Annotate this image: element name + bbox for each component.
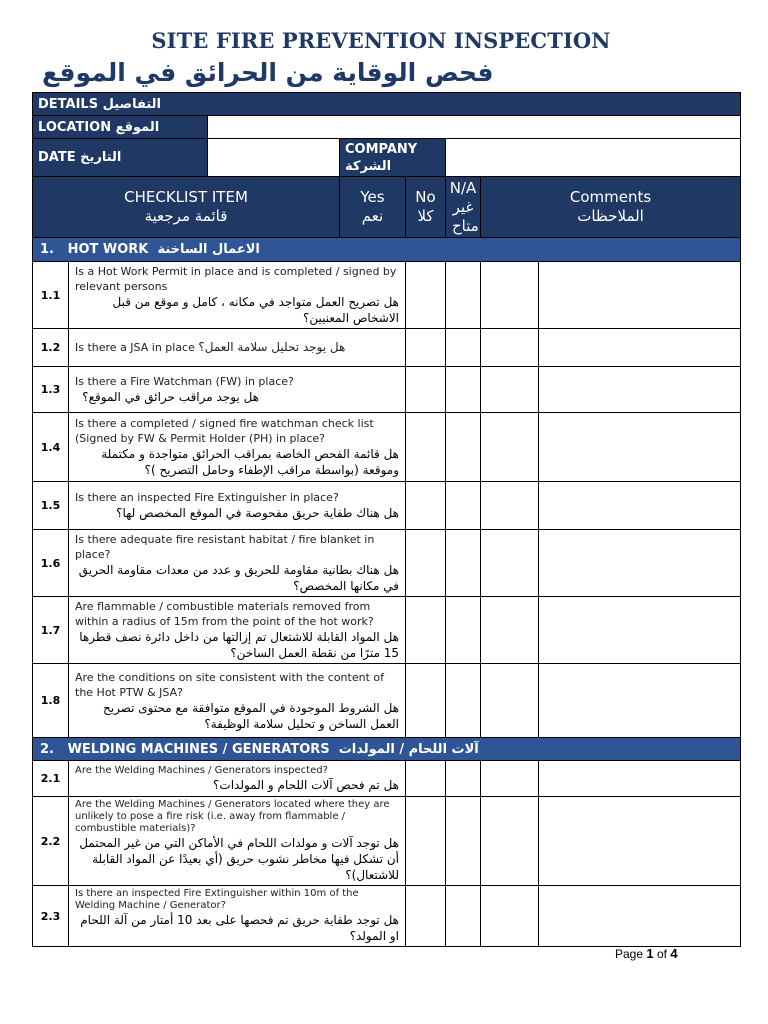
yes-cell[interactable]	[406, 761, 446, 797]
table-row	[33, 367, 741, 413]
table-row	[33, 664, 741, 738]
table-row	[33, 761, 741, 797]
item-text-en: Is there a completed / signed fire watchman check list (Signed by FW & Permit Holder (PH) in place?	[75, 417, 374, 445]
na-cell[interactable]	[481, 482, 539, 530]
no-cell[interactable]	[446, 761, 481, 797]
section-header-row	[33, 738, 741, 761]
no-header-ar: كلا	[417, 207, 434, 225]
no-cell[interactable]	[446, 482, 481, 530]
item-question	[69, 761, 406, 797]
of-word: of	[656, 947, 667, 961]
item-question	[69, 329, 406, 367]
na-cell[interactable]	[481, 797, 539, 886]
page-number	[615, 946, 678, 961]
no-cell[interactable]	[446, 664, 481, 738]
company-label	[340, 139, 446, 177]
no-header	[406, 177, 446, 238]
item-text-ar: هل توجد طفاية حريق تم فحصها على بعد 10 أمتار من آلة اللحام او المولد؟	[80, 913, 399, 943]
comments-cell[interactable]	[539, 367, 741, 413]
comments-cell[interactable]	[539, 597, 741, 664]
checklist-item-header-ar: قائمة مرجعية	[144, 207, 228, 225]
location-row	[33, 116, 741, 139]
comments-cell[interactable]	[539, 482, 741, 530]
no-cell[interactable]	[446, 597, 481, 664]
item-number: 2.3	[33, 886, 69, 947]
item-number: 1.2	[33, 329, 69, 367]
no-cell[interactable]	[446, 530, 481, 597]
checklist-item-header-en: CHECKLIST ITEM	[124, 188, 248, 206]
item-text-ar: هل الشروط الموجودة في الموقع متوافقة مع محتوى تصريح العمل الساخن و تحليل سلامة الوظيفة؟	[103, 700, 399, 731]
item-text-ar: هل توجد آلات و مولدات اللحام في الأماكن التي من غير المحتمل أن تشكل فيها مخاطر نشوب حريق (أي بعيدًا عن المواد القابلة للاشتعال)؟	[79, 836, 399, 882]
table-row	[33, 797, 741, 886]
details-header: DETAILS التفاصيل	[33, 93, 741, 116]
table-row	[33, 886, 741, 947]
item-text-en: Are the Welding Machines / Generators located where they are unlikely to pose a fire risk (i.e. away from flammable / combustible materials)?	[75, 799, 390, 834]
na-cell[interactable]	[481, 530, 539, 597]
item-text-en: Is there adequate fire resistant habitat / fire blanket in place?	[75, 533, 375, 561]
yes-cell[interactable]	[406, 886, 446, 947]
comments-header	[481, 177, 741, 238]
date-company-row	[33, 139, 741, 177]
yes-cell[interactable]	[406, 482, 446, 530]
table-row	[33, 482, 741, 530]
no-cell[interactable]	[446, 367, 481, 413]
item-question	[69, 664, 406, 738]
document-title-arabic: فحص الوقاية من الحرائق في الموقع	[42, 58, 494, 87]
date-field[interactable]	[208, 139, 340, 177]
table-row	[33, 530, 741, 597]
na-cell[interactable]	[481, 262, 539, 329]
yes-header-en: Yes	[360, 188, 385, 206]
no-header-en: No	[415, 188, 436, 206]
item-question	[69, 413, 406, 482]
item-text-en: Is there an inspected Fire Extinguisher in place?	[75, 491, 339, 504]
na-cell[interactable]	[481, 413, 539, 482]
comments-cell[interactable]	[539, 797, 741, 886]
section-header-welding	[33, 738, 741, 761]
item-number: 1.6	[33, 530, 69, 597]
comments-cell[interactable]	[539, 761, 741, 797]
item-text-en: Is there a Fire Watchman (FW) in place?	[75, 375, 294, 388]
item-question	[69, 597, 406, 664]
no-cell[interactable]	[446, 329, 481, 367]
item-question	[69, 482, 406, 530]
item-text-ar: هل قائمة الفحص الخاصة بمراقب الحرائق متواجدة و مكتملة وموقعة (بواسطة مراقب الإطفاء وحامل التصريح )؟	[101, 447, 399, 477]
section-title-ar: آلات اللحام / المولدات	[338, 741, 479, 757]
comments-cell[interactable]	[539, 413, 741, 482]
table-row	[33, 262, 741, 329]
item-text-en: Are the Welding Machines / Generators inspected?	[75, 764, 328, 776]
no-cell[interactable]	[446, 413, 481, 482]
item-text-en: Is there an inspected Fire Extinguisher within 10m of the Welding Machine / Generator?	[75, 888, 359, 911]
na-cell[interactable]	[481, 664, 539, 738]
page-current: 1	[646, 946, 654, 961]
checklist-item-header	[33, 177, 340, 238]
item-number: 2.2	[33, 797, 69, 886]
item-number: 2.1	[33, 761, 69, 797]
no-cell[interactable]	[446, 262, 481, 329]
no-cell[interactable]	[446, 886, 481, 947]
comments-header-ar: الملاحظات	[577, 207, 644, 225]
company-field[interactable]	[446, 139, 741, 177]
item-number: 1.5	[33, 482, 69, 530]
item-number: 1.3	[33, 367, 69, 413]
comments-header-en: Comments	[569, 188, 652, 206]
item-text-en: Are flammable / combustible materials removed from within a radius of 15m from the point of the hot work?	[75, 600, 374, 628]
company-label-en: COMPANY	[345, 141, 418, 157]
yes-cell[interactable]	[406, 797, 446, 886]
na-cell[interactable]	[481, 367, 539, 413]
item-text-ar: هل المواد القابلة للاشتعال تم إزالتها من داخل دائرة نصف قطرها 15 مترًا من نقطة العمل الساخن؟	[79, 630, 399, 660]
yes-cell[interactable]	[406, 530, 446, 597]
company-label-ar: الشركة	[345, 158, 392, 174]
section-number: 1.	[40, 242, 54, 257]
na-cell[interactable]	[481, 886, 539, 947]
item-text-en: Is a Hot Work Permit in place and is completed / signed by relevant persons	[75, 265, 397, 293]
item-question	[69, 797, 406, 886]
yes-cell[interactable]	[406, 262, 446, 329]
section-title-en: WELDING MACHINES / GENERATORS	[67, 741, 330, 757]
comments-cell[interactable]	[539, 530, 741, 597]
item-text-ar: هل هناك بطانية مقاومة للحريق و عدد من معدات مقاومة الحريق في مكانها المخصص؟	[78, 563, 399, 593]
yes-cell[interactable]	[406, 664, 446, 738]
na-header-en: N/A	[449, 178, 477, 197]
details-header-row	[33, 93, 741, 116]
comments-cell[interactable]	[539, 329, 741, 367]
table-row	[33, 413, 741, 482]
item-number: 1.8	[33, 664, 69, 738]
item-text-en: Is there a JSA in place	[75, 341, 195, 354]
item-text-ar: هل يوجد تحليل سلامة العمل؟	[198, 340, 346, 354]
section-title-ar: الاعمال الساخنة	[157, 242, 260, 257]
na-header-ar: غير متاح	[452, 197, 479, 235]
table-row	[33, 597, 741, 664]
na-cell[interactable]	[481, 761, 539, 797]
yes-cell[interactable]	[406, 597, 446, 664]
item-text-ar: هل تصريح العمل متواجد في مكانه ، كامل و موقع من قبل الاشخاص المعنيين؟	[112, 295, 399, 325]
yes-header	[340, 177, 406, 238]
item-number: 1.4	[33, 413, 69, 482]
comments-cell[interactable]	[539, 262, 741, 329]
section-header-row	[33, 238, 741, 262]
item-text-en-inline	[75, 340, 399, 355]
item-question	[69, 886, 406, 947]
section-header-hot-work	[33, 238, 741, 262]
item-question	[69, 262, 406, 329]
section-number: 2.	[40, 741, 54, 757]
yes-cell[interactable]	[406, 329, 446, 367]
item-text-ar: هل هناك طفاية حريق مفحوصة في الموقع المخصص لها؟	[116, 506, 399, 520]
comments-cell[interactable]	[539, 664, 741, 738]
page-word: Page	[615, 947, 644, 961]
page-total: 4	[670, 946, 678, 961]
location-field[interactable]	[208, 116, 741, 139]
yes-cell[interactable]	[406, 413, 446, 482]
item-text-en: Are the conditions on site consistent with the content of the Hot PTW & JSA?	[75, 670, 384, 699]
yes-header-ar: نعم	[361, 207, 384, 225]
item-text-ar: هل تم فحص آلات اللحام و المولدات؟	[213, 777, 399, 792]
comments-cell[interactable]	[539, 886, 741, 947]
na-header	[446, 177, 481, 238]
item-number: 1.1	[33, 262, 69, 329]
inspection-form-table	[32, 92, 741, 947]
no-cell[interactable]	[446, 797, 481, 886]
section-title-en: HOT WORK	[67, 242, 149, 257]
document-title: SITE FIRE PREVENTION INSPECTION	[151, 28, 611, 53]
item-number: 1.7	[33, 597, 69, 664]
yes-cell[interactable]	[406, 367, 446, 413]
na-cell[interactable]	[481, 329, 539, 367]
column-header-row	[33, 177, 741, 238]
table-row	[33, 329, 741, 367]
item-text-ar: هل يوجد مراقب حرائق في الموقع؟	[82, 390, 259, 404]
item-question	[69, 530, 406, 597]
location-label: LOCATION الموقع	[33, 116, 208, 139]
item-question	[69, 367, 406, 413]
na-cell[interactable]	[481, 597, 539, 664]
date-label: DATE التاريخ	[33, 139, 208, 177]
